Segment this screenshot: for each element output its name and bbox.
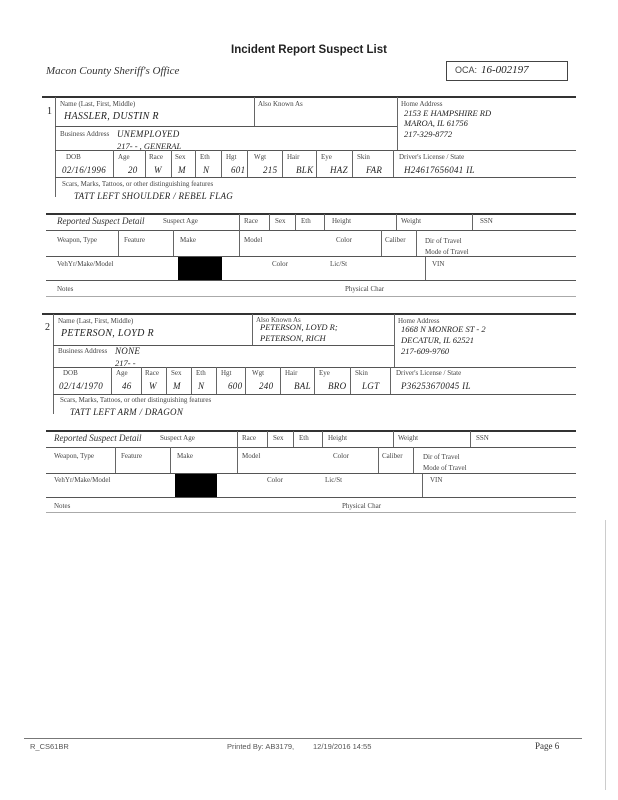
feature-label: Feature — [121, 452, 142, 460]
eth-value: N — [203, 165, 210, 175]
business-phone: 217- - — [115, 358, 136, 368]
page-number: Page 6 — [535, 741, 560, 751]
dob-label: DOB — [63, 369, 78, 377]
skin-value: FAR — [366, 165, 383, 175]
home-phone: 217-609-9760 — [401, 346, 450, 356]
dl-label: Driver's License / State — [396, 369, 462, 377]
feature-label: Feature — [124, 236, 145, 244]
lic-label: Lic/St — [325, 476, 343, 484]
home-address-line-1: 2153 E HAMPSHIRE RD — [404, 108, 492, 118]
sex-value: M — [173, 381, 181, 391]
race-label: Race — [244, 217, 258, 225]
oca-box — [446, 61, 568, 81]
eye-label: Eye — [321, 153, 332, 161]
dl-value: H24617656041 IL — [404, 165, 475, 175]
name-label: Name (Last, First, Middle) — [60, 100, 136, 108]
sex-label: Sex — [275, 217, 286, 225]
suspect-number: 1 — [47, 106, 52, 117]
eye-value: BRO — [328, 381, 347, 391]
mode-travel-label: Mode of Travel — [425, 248, 469, 256]
skin-label: Skin — [357, 153, 370, 161]
mode-travel-label: Mode of Travel — [423, 464, 467, 472]
dob-value: 02/14/1970 — [59, 381, 104, 391]
ssn-label: SSN — [480, 217, 493, 225]
height-label: Height — [332, 217, 352, 225]
hgt-value: 600 — [228, 381, 243, 391]
dir-travel-label: Dir of Travel — [423, 453, 460, 461]
weapon-type-label: Weapon, Type — [54, 452, 95, 460]
wgt-label: Wgt — [252, 369, 265, 377]
home-address-line-1: 1668 N MONROE ST - 2 — [401, 324, 486, 334]
eth-label: Eth — [196, 369, 206, 377]
oca-label: OCA: — [455, 65, 478, 75]
home-address-line-2: MAROA, IL 61756 — [404, 118, 468, 128]
suspect-name: PETERSON, LOYD R — [61, 328, 154, 339]
redaction-box — [178, 257, 222, 280]
vin-label: VIN — [430, 476, 443, 484]
race-value: W — [149, 381, 157, 391]
sex-value: M — [178, 165, 186, 175]
caliber-label: Caliber — [382, 452, 403, 460]
weight-label: Weight — [398, 434, 419, 442]
hair-value: BAL — [294, 381, 311, 391]
wgt-value: 215 — [263, 165, 278, 175]
eth-label: Eth — [299, 434, 309, 442]
suspect-age-label: Suspect Age — [160, 434, 195, 442]
physical-char-label: Physical Char — [345, 285, 385, 293]
wgt-value: 240 — [259, 381, 274, 391]
home-address-line-2: DECATUR, IL 62521 — [401, 335, 474, 345]
sex-label: Sex — [175, 153, 186, 161]
reported-detail-label: Reported Suspect Detail — [57, 216, 145, 226]
business-address: UNEMPLOYED — [117, 129, 180, 139]
page-title: Incident Report Suspect List — [231, 44, 387, 56]
age-label: Age — [116, 369, 128, 377]
physical-char-label: Physical Char — [342, 502, 382, 510]
eye-value: HAZ — [330, 165, 348, 175]
aka-line-1: PETERSON, LOYD R; — [260, 322, 338, 332]
eth-label: Eth — [301, 217, 311, 225]
name-label: Name (Last, First, Middle) — [58, 317, 134, 325]
ssn-label: SSN — [476, 434, 489, 442]
form-id: R_CS61BR — [30, 742, 69, 751]
veh-label: VehYr/Make/Model — [57, 260, 114, 268]
eth-label: Eth — [200, 153, 210, 161]
eth-value: N — [198, 381, 205, 391]
color-label: Color — [272, 260, 288, 268]
suspect-name: HASSLER, DUSTIN R — [64, 111, 159, 122]
lic-label: Lic/St — [330, 260, 348, 268]
eye-label: Eye — [319, 369, 330, 377]
veh-label: VehYr/Make/Model — [54, 476, 111, 484]
sex-label: Sex — [171, 369, 182, 377]
scars-value: TATT LEFT ARM / DRAGON — [70, 407, 184, 417]
hgt-label: Hgt — [221, 369, 232, 377]
scars-value: TATT LEFT SHOULDER / REBEL FLAG — [74, 191, 234, 201]
notes-label: Notes — [54, 502, 71, 510]
notes-label: Notes — [57, 285, 74, 293]
hair-label: Hair — [285, 369, 298, 377]
model-label: Model — [244, 236, 263, 244]
color-label: Color — [336, 236, 352, 244]
skin-value: LGT — [362, 381, 380, 391]
caliber-label: Caliber — [385, 236, 406, 244]
weapon-type-label: Weapon, Type — [57, 236, 98, 244]
weight-label: Weight — [401, 217, 422, 225]
printed-at: 12/19/2016 14:55 — [313, 742, 372, 751]
dir-travel-label: Dir of Travel — [425, 237, 462, 245]
skin-label: Skin — [355, 369, 368, 377]
aka-label: Also Known As — [256, 316, 301, 324]
suspect-age-label: Suspect Age — [163, 217, 198, 225]
race-value: W — [154, 165, 162, 175]
dob-value: 02/16/1996 — [62, 165, 107, 175]
color-label: Color — [267, 476, 283, 484]
race-label: Race — [145, 369, 159, 377]
reported-detail-label: Reported Suspect Detail — [54, 433, 142, 443]
printed-by: Printed By: AB3179, — [227, 742, 295, 751]
aka-line-2: PETERSON, RICH — [260, 333, 326, 343]
hair-label: Hair — [287, 153, 300, 161]
model-label: Model — [242, 452, 261, 460]
business-address-label: Business Address — [58, 347, 108, 355]
agency-name: Macon County Sheriff's Office — [46, 65, 180, 77]
vin-label: VIN — [432, 260, 445, 268]
home-phone: 217-329-8772 — [404, 129, 453, 139]
make-label: Make — [177, 452, 193, 460]
business-address-label: Business Address — [60, 130, 110, 138]
dl-label: Driver's License / State — [399, 153, 465, 161]
color-label: Color — [333, 452, 349, 460]
scan-edge — [605, 520, 606, 790]
hair-value: BLK — [296, 165, 314, 175]
scars-label: Scars, Marks, Tattoos, or other distinguishing features — [62, 180, 214, 188]
home-address-label: Home Address — [398, 317, 440, 325]
age-value: 20 — [128, 165, 138, 175]
hgt-label: Hgt — [226, 153, 237, 161]
dob-label: DOB — [66, 153, 81, 161]
business-address: NONE — [115, 346, 141, 356]
home-address-label: Home Address — [401, 100, 443, 108]
make-label: Make — [180, 236, 196, 244]
redaction-box — [175, 474, 217, 497]
aka-label: Also Known As — [258, 100, 303, 108]
hgt-value: 601 — [231, 165, 246, 175]
wgt-label: Wgt — [254, 153, 267, 161]
dl-value: P36253670045 IL — [401, 381, 471, 391]
height-label: Height — [328, 434, 348, 442]
race-label: Race — [242, 434, 256, 442]
suspect-number: 2 — [45, 322, 50, 333]
business-phone: 217- - , GENERAL — [117, 141, 182, 151]
oca-value: 16-002197 — [481, 64, 529, 76]
scars-label: Scars, Marks, Tattoos, or other distinguishing features — [60, 396, 212, 404]
age-label: Age — [118, 153, 130, 161]
sex-label: Sex — [273, 434, 284, 442]
age-value: 46 — [122, 381, 132, 391]
race-label: Race — [149, 153, 163, 161]
